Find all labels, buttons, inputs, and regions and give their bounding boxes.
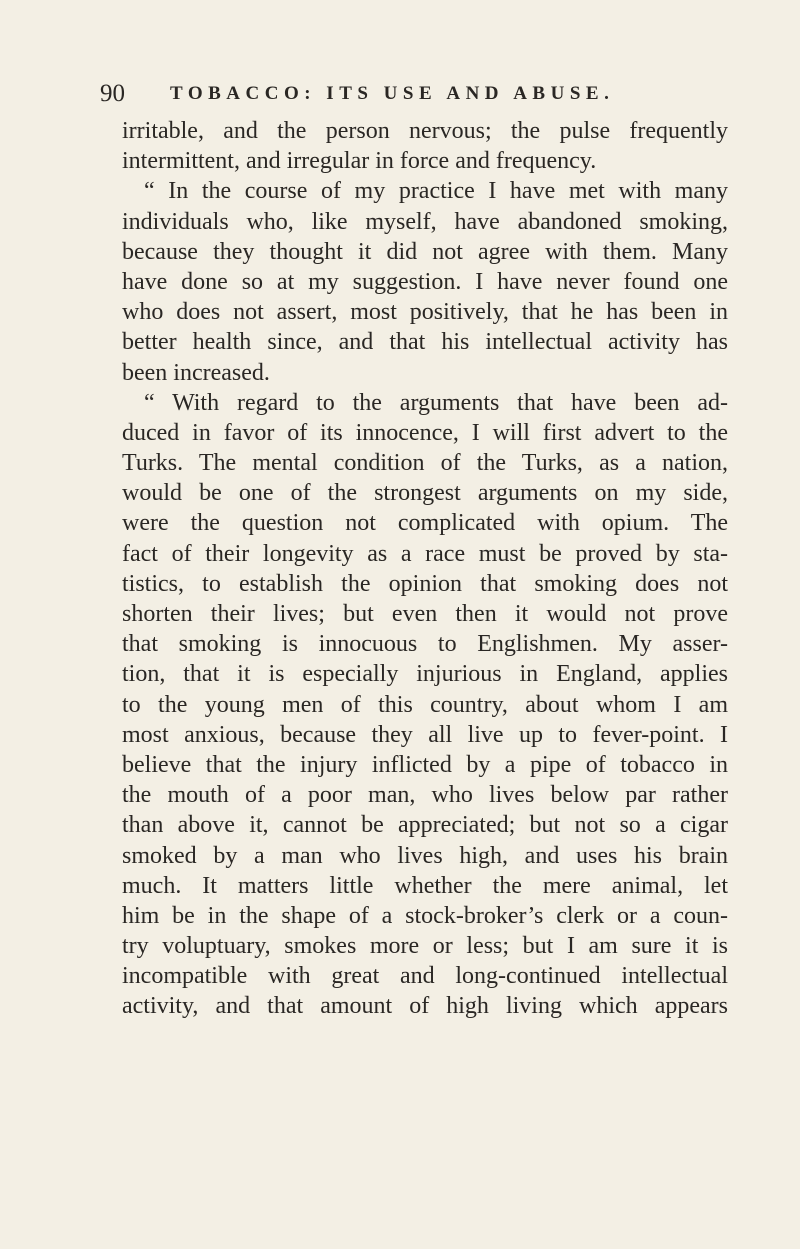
text-line: were the question not complicated with opium. The (122, 510, 728, 537)
text-line: Turks. The mental condition of the Turks, as a nation, (122, 450, 728, 477)
page-number: 90 (100, 80, 125, 107)
text-line: better health since, and that his intellectual activity has (122, 329, 728, 356)
text-line: who does not assert, most positively, that he has been in (122, 299, 728, 326)
text-line: “ With regard to the arguments that have been ad- (144, 389, 728, 416)
text-line: him be in the shape of a stock-broker’s clerk or a coun- (122, 902, 728, 929)
running-header (100, 74, 740, 114)
text-line: believe that the injury inflicted by a pipe of tobacco in (122, 751, 728, 778)
text-line: would be one of the strongest arguments on my side, (122, 480, 728, 507)
text-line: smoked by a man who lives high, and uses his brain (122, 842, 728, 869)
text-line: “ In the course of my practice I have met with many (144, 178, 728, 205)
text-line: duced in favor of its innocence, I will first advert to the (122, 419, 728, 446)
text-line: because they thought it did not agree with them. Many (122, 238, 728, 265)
text-line: incompatible with great and long-continued intellectual (122, 963, 728, 990)
text-line: that smoking is innocuous to Englishmen. My asser- (122, 631, 728, 658)
text-line: been increased. (122, 359, 270, 386)
text-line: individuals who, like myself, have abandoned smoking, (122, 208, 728, 235)
text-line: the mouth of a poor man, who lives below par rather (122, 782, 728, 809)
text-line: activity, and that amount of high living which appears (122, 993, 728, 1020)
text-line: irritable, and the person nervous; the pulse frequently (122, 118, 728, 144)
text-line: to the young men of this country, about whom I am (122, 691, 728, 718)
running-title: TOBACCO: ITS USE AND ABUSE. (170, 83, 615, 104)
text-line: try voluptuary, smokes more or less; but I am sure it is (122, 933, 728, 960)
text-line: tion, that it is especially injurious in England, applies (122, 661, 728, 688)
text-line: tistics, to establish the opinion that smoking does not (122, 570, 728, 597)
text-line: than above it, cannot be appreciated; but not so a cigar (122, 812, 728, 839)
text-line: most anxious, because they all live up to fever-point. I (122, 721, 728, 748)
text-line: have done so at my suggestion. I have never found one (122, 268, 728, 295)
text-line: shorten their lives; but even then it would not prove (122, 601, 728, 627)
text-line: intermittent, and irregular in force and frequency. (122, 148, 597, 175)
text-line: fact of their longevity as a race must be proved by sta- (122, 540, 728, 567)
body-text (122, 116, 728, 1022)
text-line: much. It matters little whether the mere animal, let (122, 872, 728, 899)
